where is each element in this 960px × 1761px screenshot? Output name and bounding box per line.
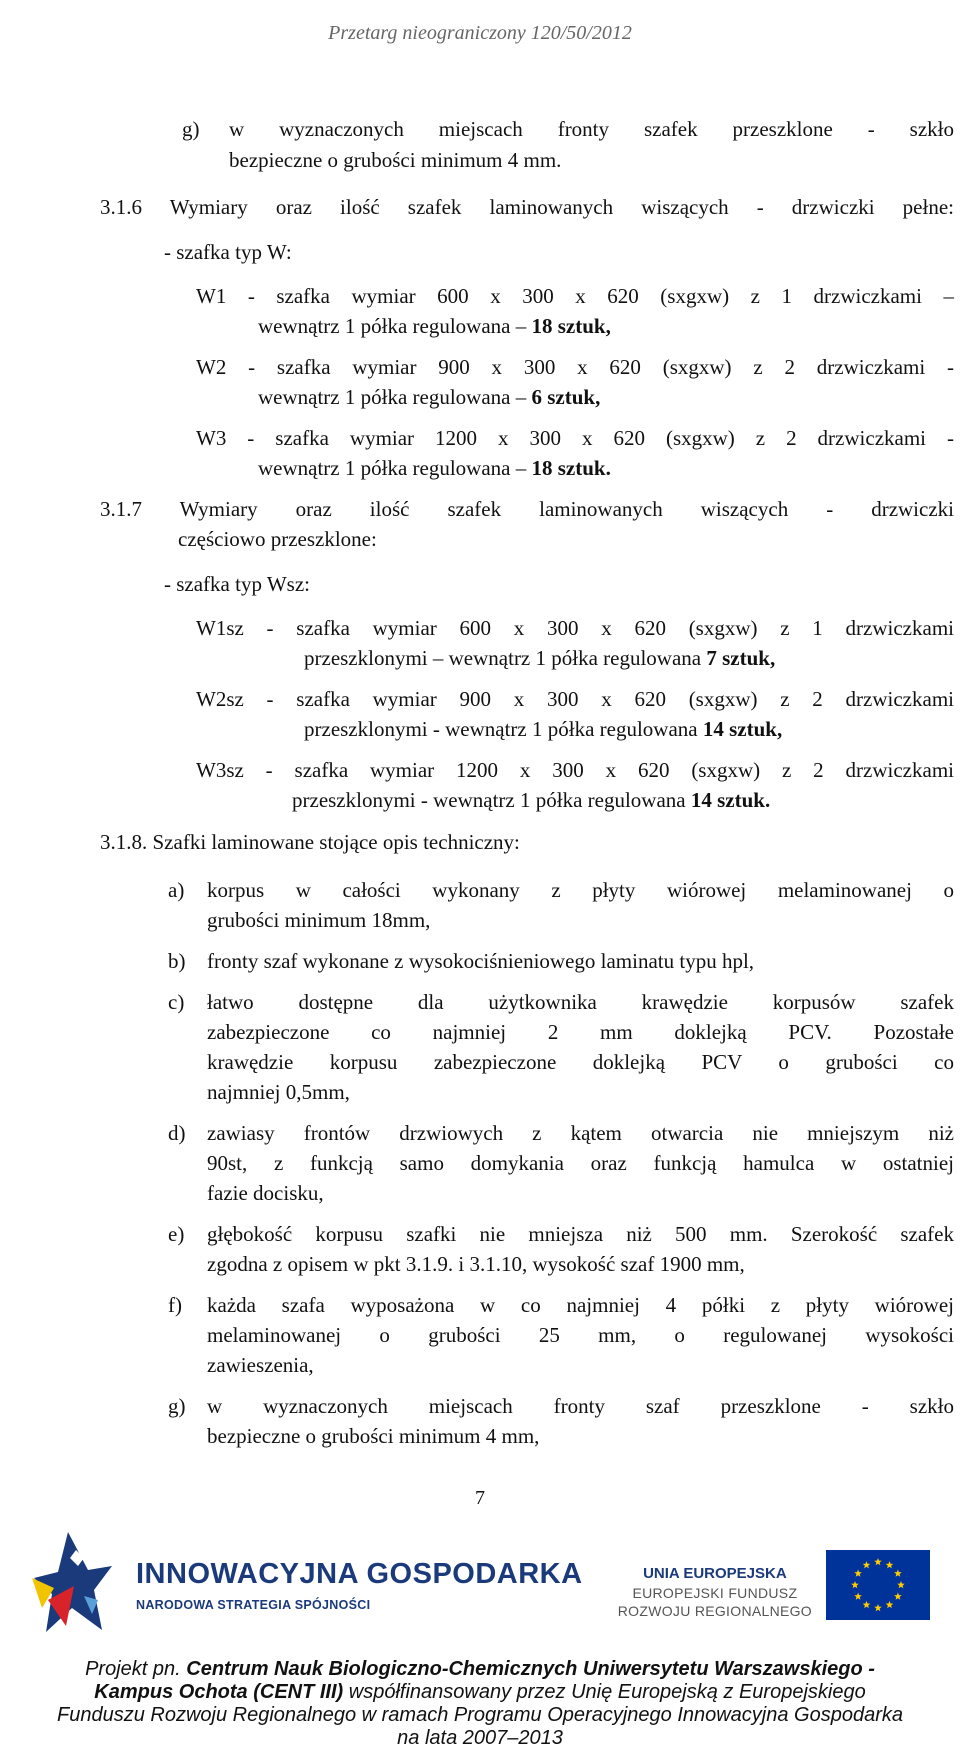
paragraph-line: zawiasy frontów drzwiowych z kątem otwarcia nie mniejszym niż: [207, 1121, 954, 1145]
paragraph-line: krawędzie korpusu zabezpieczone doklejką PCV o grubości co: [207, 1050, 954, 1074]
eu-logo-line2: EUROPEJSKI FUNDUSZ: [632, 1585, 798, 1601]
paragraph-line: zabezpieczone co najmniej 2 mm doklejką PCV. Pozostałe: [207, 1020, 954, 1044]
item-quantity: 18 sztuk.: [531, 456, 611, 480]
list-label: g): [168, 1394, 186, 1418]
section-heading: 3.1.6 Wymiary oraz ilość szafek laminowanych wiszących - drzwiczki pełne:: [100, 195, 954, 219]
list-label: c): [168, 990, 185, 1014]
footer-text: współfinansowany przez Unię Europejską z Europejskiego: [343, 1681, 866, 1703]
eu-logo-line3: ROZWOJU REGIONALNEGO: [617, 1603, 812, 1619]
eu-logo: [530, 1550, 930, 1640]
eu-logo-line1: UNIA EUROPEJSKA: [643, 1565, 787, 1582]
item-text: wewnątrz 1 półka regulowana –: [258, 385, 532, 409]
item-line: W3 - szafka wymiar 1200 x 300 x 620 (sxgxw) z 2 drzwiczkami -: [196, 426, 954, 450]
item-quantity: 14 sztuk.: [690, 788, 771, 812]
list-label: e): [168, 1222, 185, 1246]
list-label: d): [168, 1121, 186, 1145]
item-quantity: 18 sztuk,: [531, 314, 611, 338]
document-header: Przetarg nieograniczony 120/50/2012: [328, 22, 632, 44]
item-line: [258, 382, 600, 413]
paragraph-line: w wyznaczonych miejscach fronty szaf przeszklone - szkło: [207, 1394, 954, 1418]
paragraph-line: 90st, z funkcją samo domykania oraz funkcją hamulca w ostatniej: [207, 1151, 954, 1175]
item-text: wewnątrz 1 półka regulowana –: [258, 456, 532, 480]
paragraph-line: grubości minimum 18mm,: [207, 908, 431, 932]
footer-text: Projekt pn.: [85, 1658, 187, 1680]
section-heading-cont: częściowo przeszklone:: [178, 527, 377, 551]
paragraph-line: łatwo dostępne dla użytkownika krawędzie korpusów szafek: [207, 990, 954, 1014]
list-label: g): [182, 117, 200, 141]
subheading: - szafka typ W:: [164, 240, 292, 264]
eu-flag-icon: [826, 1550, 930, 1620]
document-footer: [0, 1658, 960, 1750]
item-line: W3sz - szafka wymiar 1200 x 300 x 620 (sxgxw) z 2 drzwiczkami: [196, 758, 954, 782]
item-line: [292, 785, 770, 816]
item-text: przeszklonymi - wewnątrz 1 półka regulowana: [304, 717, 703, 741]
paragraph-line: w wyznaczonych miejscach fronty szafek przeszklone - szkło: [229, 117, 954, 141]
section-heading: 3.1.8. Szafki laminowane stojące opis techniczny:: [100, 830, 520, 854]
paragraph-line: bezpieczne o grubości minimum 4 mm,: [207, 1424, 540, 1448]
ig-logo-title: INNOWACYJNA GOSPODARKA: [136, 1558, 583, 1590]
list-label: a): [168, 878, 185, 902]
paragraph-line: zgodna z opisem w pkt 3.1.9. i 3.1.10, wysokość szaf 1900 mm,: [207, 1252, 745, 1276]
item-quantity: 7 sztuk,: [706, 646, 776, 670]
item-line: [258, 453, 611, 484]
paragraph-line: korpus w całości wykonany z płyty wiórowej melaminowanej o: [207, 878, 954, 902]
ig-emblem-icon: [28, 1530, 128, 1640]
item-text: wewnątrz 1 półka regulowana –: [258, 314, 532, 338]
paragraph-line: każda szafa wyposażona w co najmniej 4 półki z płyty wiórowej: [207, 1293, 954, 1317]
item-line: [258, 311, 611, 342]
item-text: przeszklonymi - wewnątrz 1 półka regulowana: [292, 788, 691, 812]
item-line: W1sz - szafka wymiar 600 x 300 x 620 (sxgxw) z 1 drzwiczkami: [196, 616, 954, 640]
list-label: b): [168, 949, 186, 973]
eu-logo-text: [618, 1564, 812, 1620]
paragraph-line: najmniej 0,5mm,: [207, 1080, 350, 1104]
paragraph-line: zawieszenia,: [207, 1353, 314, 1377]
item-line: W1 - szafka wymiar 600 x 300 x 620 (sxgxw) z 1 drzwiczkami –: [196, 284, 954, 308]
footer-text: na lata 2007–2013: [397, 1727, 563, 1749]
footer-project-name: Centrum Nauk Biologiczno-Chemicznych Uniwersytetu Warszawskiego -: [186, 1658, 875, 1680]
item-text: przeszklonymi – wewnątrz 1 półka regulowana: [304, 646, 707, 670]
paragraph-line: bezpieczne o grubości minimum 4 mm.: [229, 148, 562, 172]
item-quantity: 14 sztuk,: [702, 717, 783, 741]
paragraph-line: głębokość korpusu szafki nie mniejsza niż 500 mm. Szerokość szafek: [207, 1222, 954, 1246]
paragraph-line: fronty szaf wykonane z wysokociśnieniowego laminatu typu hpl,: [207, 949, 755, 973]
item-quantity: 6 sztuk,: [531, 385, 601, 409]
item-line: [304, 714, 782, 745]
innowacyjna-gospodarka-logo: [28, 1530, 583, 1640]
footer-text: Funduszu Rozwoju Regionalnego w ramach Programu Operacyjnego Innowacyjna Gospodarka: [56, 1704, 904, 1726]
item-line: [304, 643, 775, 674]
paragraph-line: melaminowanej o grubości 25 mm, o regulowanej wysokości: [207, 1323, 954, 1347]
ig-logo-subtitle: NARODOWA STRATEGIA SPÓJNOŚCI: [136, 1598, 371, 1612]
item-line: W2 - szafka wymiar 900 x 300 x 620 (sxgxw) z 2 drzwiczkami -: [196, 355, 954, 379]
page-number: 7: [475, 1487, 485, 1509]
item-line: W2sz - szafka wymiar 900 x 300 x 620 (sxgxw) z 2 drzwiczkami: [196, 687, 954, 711]
paragraph-line: fazie docisku,: [207, 1181, 324, 1205]
subheading: - szafka typ Wsz:: [164, 572, 310, 596]
section-heading: 3.1.7 Wymiary oraz ilość szafek laminowanych wiszących - drzwiczki: [100, 497, 954, 521]
list-label: f): [168, 1293, 182, 1317]
footer-project-name: Kampus Ochota (CENT III): [94, 1681, 344, 1703]
